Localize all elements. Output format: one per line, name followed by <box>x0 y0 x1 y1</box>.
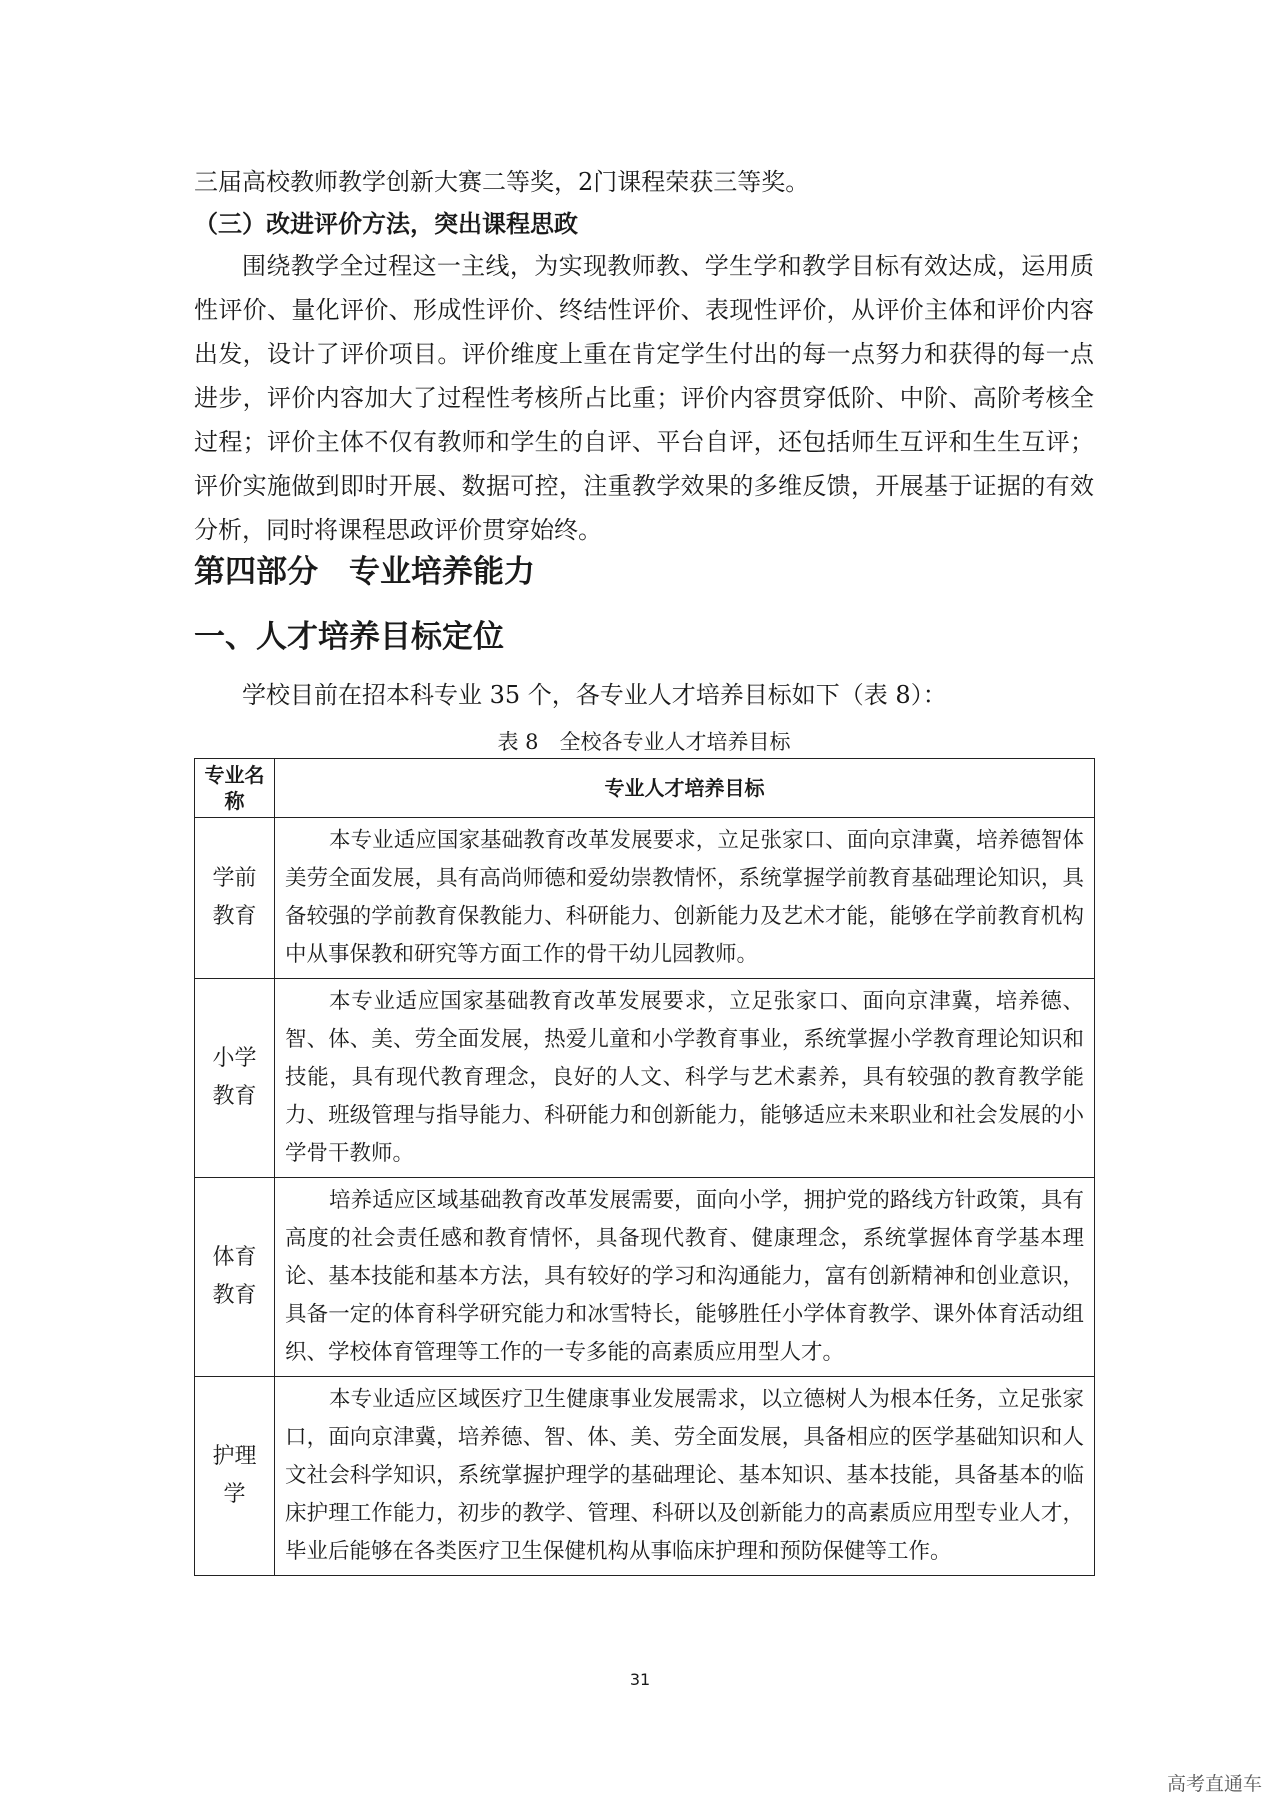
table-header-row <box>195 759 1095 818</box>
training-goal: 培养适应区域基础教育改革发展需要，面向小学，拥护党的路线方针政策，具有高度的社会责任感和教育情怀，具备现代教育、健康理念，系统掌握体育学基本理论、基本技能和基本方法，具有较好的学习和沟通能力，富有创新精神和创业意识，具备一定的体育科学研究能力和冰雪特长，能够胜任小学体育教学、课外体育活动组织、学校体育管理等工作的一专多能的高素质应用型人才。 <box>275 1178 1095 1377</box>
major-goals-table <box>194 758 1095 1576</box>
section-title: 一、人才培养目标定位 <box>194 619 504 655</box>
table-row <box>195 1178 1095 1377</box>
major-name: 体育教育 <box>195 1178 275 1377</box>
major-name: 小学教育 <box>195 979 275 1178</box>
table-caption: 表 8 全校各专业人才培养目标 <box>497 730 791 754</box>
intro-line: 三届高校教师教学创新大赛二等奖，2门课程荣获三等奖。 <box>194 168 810 196</box>
subsection-heading: （三）改进评价方法，突出课程思政 <box>194 210 578 238</box>
page-number: 31 <box>629 1670 651 1689</box>
table-row <box>195 1377 1095 1576</box>
header-major-name: 专业名称 <box>195 759 275 818</box>
table-row <box>195 979 1095 1178</box>
section-intro-block <box>194 673 1094 717</box>
table-row <box>195 818 1095 979</box>
section-intro: 学校目前在招本科专业 35 个，各专业人才培养目标如下（表 8）： <box>242 681 947 709</box>
body-text-top <box>194 160 1094 552</box>
part-title: 第四部分 专业培养能力 <box>194 554 535 590</box>
major-name: 护理学 <box>195 1377 275 1576</box>
training-goal: 本专业适应区域医疗卫生健康事业发展需求，以立德树人为根本任务，立足张家口，面向京津冀，培养德、智、体、美、劳全面发展，具备相应的医学基础知识和人文社会科学知识，系统掌握护理学的基础理论、基本知识、基本技能，具备基本的临床护理工作能力，初步的教学、管理、科研以及创新能力的高素质应用型专业人才，毕业后能够在各类医疗卫生保健机构从事临床护理和预防保健等工作。 <box>275 1377 1095 1576</box>
header-training-goal: 专业人才培养目标 <box>275 759 1095 818</box>
major-name: 学前教育 <box>195 818 275 979</box>
evaluation-paragraph: 围绕教学全过程这一主线，为实现教师教、学生学和教学目标有效达成，运用质性评价、量化评价、形成性评价、终结性评价、表现性评价，从评价主体和评价内容出发，设计了评价项目。评价维度上重在肯定学生付出的每一点努力和获得的每一点进步，评价内容加大了过程性考核所占比重；评价内容贯穿低阶、中阶、高阶考核全过程；评价主体不仅有教师和学生的自评、平台自评，还包括师生互评和生生互评；评价实施做到即时开展、数据可控，注重教学效果的多维反馈，开展基于证据的有效分析，同时将课程思政评价贯穿始终。 <box>194 252 1094 544</box>
training-goal: 本专业适应国家基础教育改革发展要求，立足张家口、面向京津冀，培养德智体美劳全面发展，具有高尚师德和爱幼崇教情怀，系统掌握学前教育基础理论知识，具备较强的学前教育保教能力、科研能力、创新能力及艺术才能，能够在学前教育机构中从事保教和研究等方面工作的骨干幼儿园教师。 <box>275 818 1095 979</box>
training-goal: 本专业适应国家基础教育改革发展要求，立足张家口、面向京津冀，培养德、智、体、美、劳全面发展，热爱儿童和小学教育事业，系统掌握小学教育理论知识和技能，具有现代教育理念，良好的人文、科学与艺术素养，具有较强的教育教学能力、班级管理与指导能力、科研能力和创新能力，能够适应未来职业和社会发展的小学骨干教师。 <box>275 979 1095 1178</box>
watermark: 高考直通车 <box>1166 1773 1262 1795</box>
